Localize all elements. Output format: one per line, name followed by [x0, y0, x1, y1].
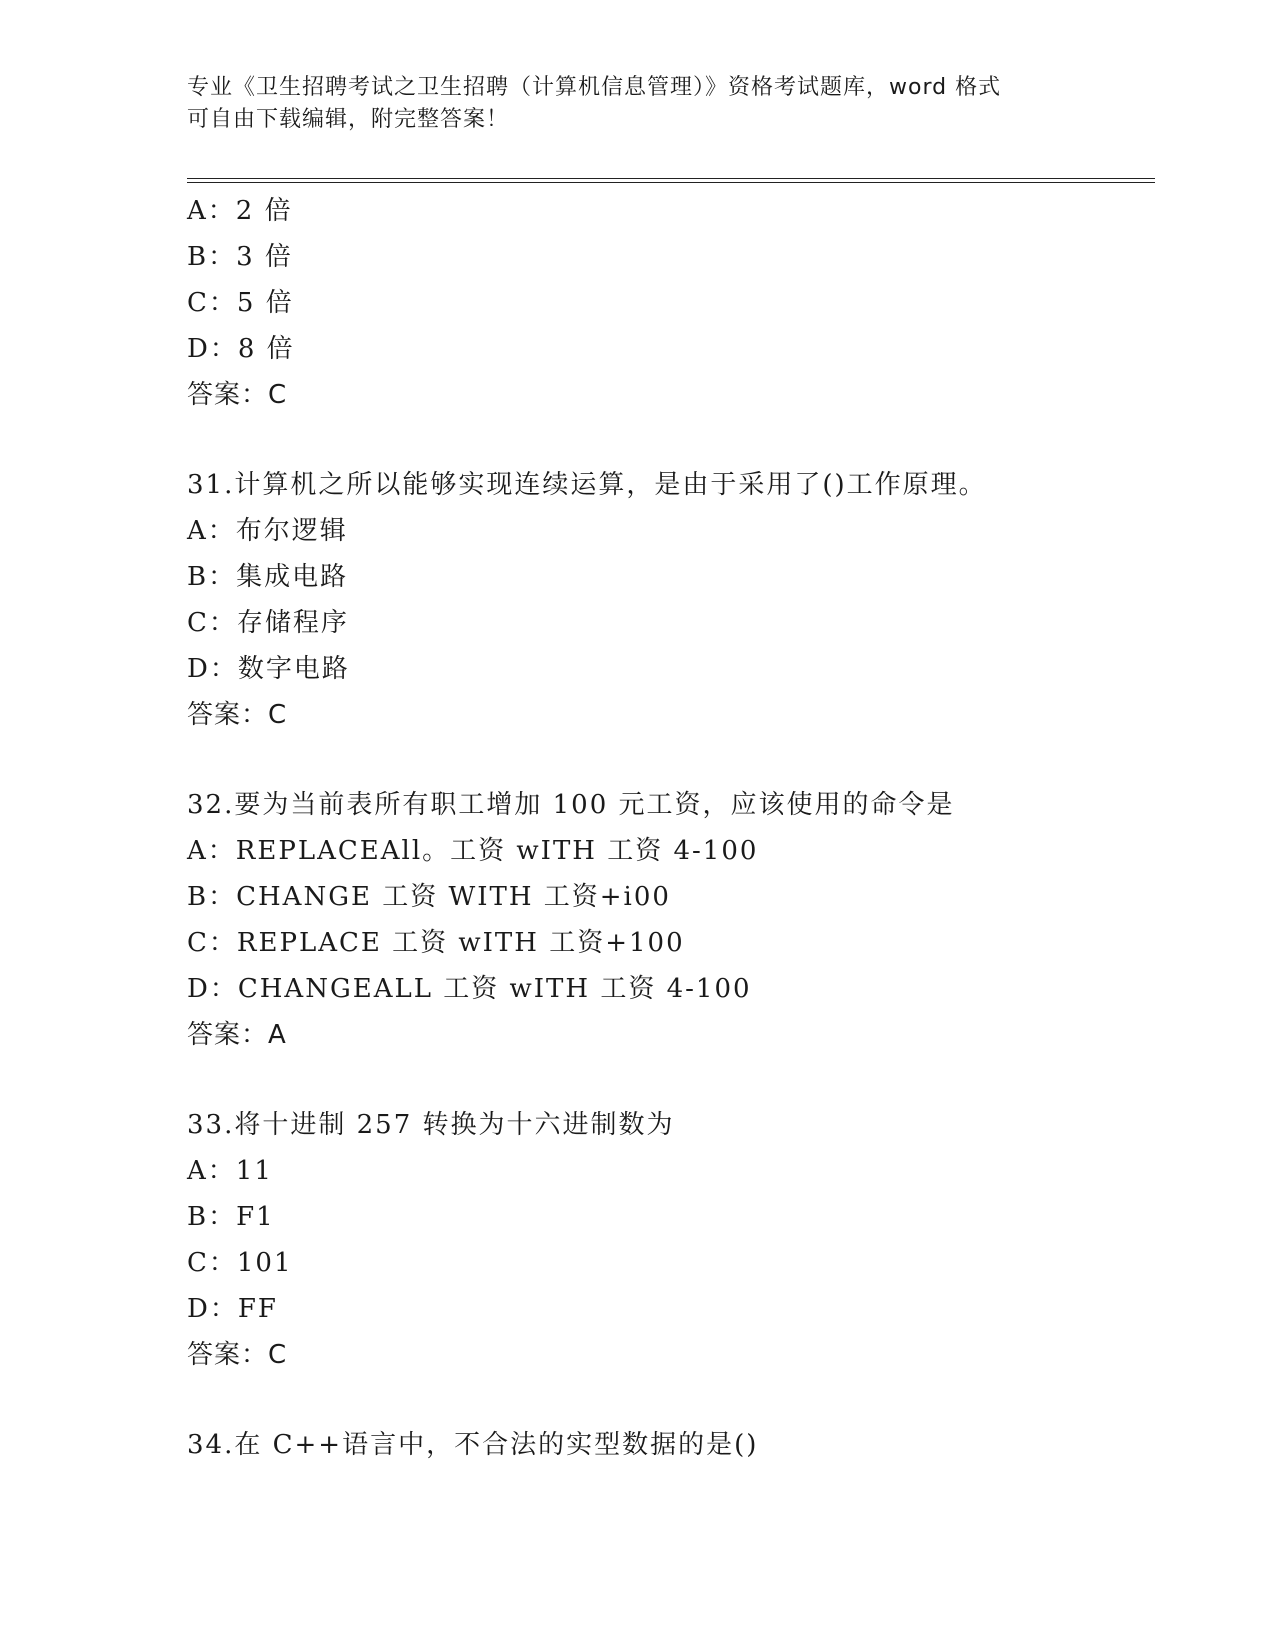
answer: 答案：C: [187, 1340, 288, 1370]
option-c: C：101: [187, 1248, 293, 1278]
option-d: D：FF: [187, 1294, 278, 1324]
question-text: 34.在 C++语言中，不合法的实型数据的是(): [187, 1430, 759, 1460]
option-c: C：REPLACE 工资 wITH 工资+100: [187, 928, 685, 958]
option-a: A：REPLACEAll。工资 wITH 工资 4-100: [187, 836, 759, 866]
header-rule-bottom: [187, 182, 1155, 183]
question-34-block: [187, 1422, 1147, 1468]
answer: 答案：A: [187, 1020, 287, 1050]
option-a: A：2 倍: [187, 196, 293, 226]
question-30-block: [187, 188, 1147, 418]
option-a: A：11: [187, 1156, 273, 1186]
option-d: D：CHANGEALL 工资 wITH 工资 4-100: [187, 974, 752, 1004]
option-b: B：F1: [187, 1202, 275, 1232]
option-b: B：3 倍: [187, 242, 293, 272]
answer: 答案：C: [187, 700, 288, 730]
header-rule-top: [187, 178, 1155, 179]
answer: 答案：C: [187, 380, 288, 410]
question-text: 31.计算机之所以能够实现连续运算，是由于采用了()工作原理。: [187, 470, 987, 500]
option-b: B：CHANGE 工资 WITH 工资+i00: [187, 882, 671, 912]
spacer: [187, 738, 1147, 782]
question-33-block: [187, 1102, 1147, 1378]
option-c: C：5 倍: [187, 288, 294, 318]
question-32-block: [187, 782, 1147, 1058]
question-text: 33.将十进制 257 转换为十六进制数为: [187, 1110, 675, 1140]
header-line-1: 专业《卫生招聘考试之卫生招聘（计算机信息管理）》资格考试题库，word 格式: [187, 75, 1002, 100]
spacer: [187, 1378, 1147, 1422]
option-a: A：布尔逻辑: [187, 516, 348, 546]
option-d: D：数字电路: [187, 654, 350, 684]
option-b: B：集成电路: [187, 562, 349, 592]
document-header: [187, 72, 1087, 136]
option-d: D：8 倍: [187, 334, 295, 364]
question-list: [187, 188, 1147, 1468]
question-31-block: [187, 462, 1147, 738]
spacer: [187, 1058, 1147, 1102]
option-c: C：存储程序: [187, 608, 349, 638]
header-line-2: 可自由下载编辑，附完整答案！: [187, 107, 510, 132]
spacer: [187, 418, 1147, 462]
question-text: 32.要为当前表所有职工增加 100 元工资，应该使用的命令是: [187, 790, 955, 820]
